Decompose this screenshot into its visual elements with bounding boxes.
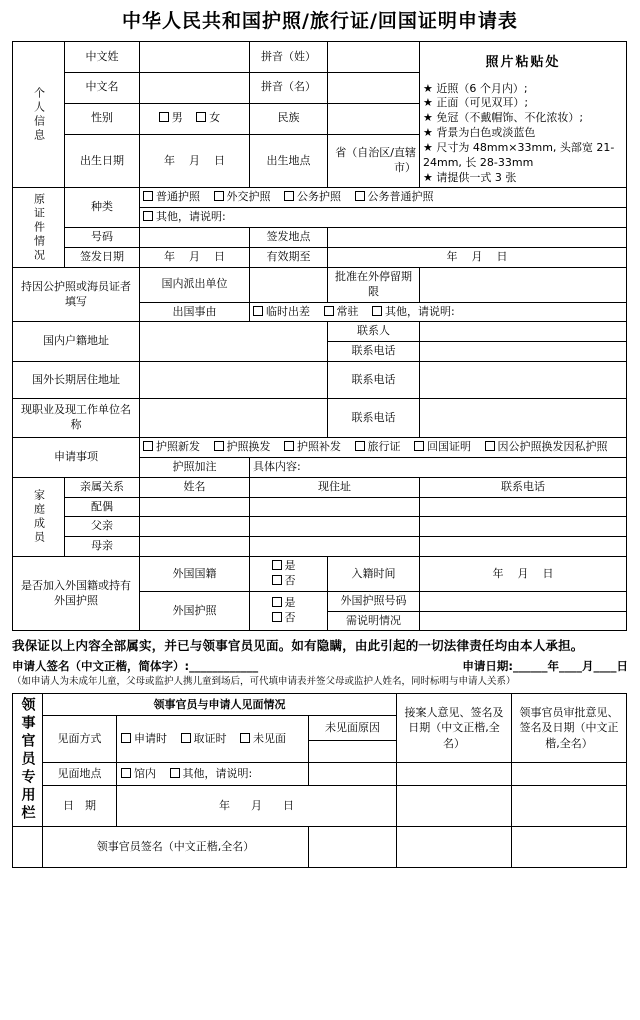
checkbox-icon [272, 575, 282, 585]
field-explain[interactable] [420, 611, 627, 631]
label-overseas-phone: 联系电话 [328, 362, 420, 399]
field-issue-place[interactable] [328, 228, 627, 248]
field-foreign-passport-number[interactable] [420, 591, 627, 611]
checkbox-service-passport[interactable]: 公务护照 [284, 190, 341, 205]
label-foreign-passport-number: 外国护照号码 [328, 591, 420, 611]
label-birth-date: 出生日期 [65, 134, 140, 188]
photo-note: ★ 正面（可见双耳）; [423, 96, 529, 110]
table-row [13, 517, 627, 537]
table-row [13, 557, 627, 592]
checkbox-return-certificate[interactable]: 回国证明 [414, 440, 471, 455]
checkbox-icon [355, 441, 365, 451]
checkbox-place-other[interactable]: 其他，请说明: [170, 766, 253, 781]
checkbox-reason-other[interactable]: 其他，请说明: [372, 305, 455, 320]
checkbox-icon [284, 191, 294, 201]
field-meeting-method[interactable] [117, 715, 309, 762]
field-mother-phone[interactable] [420, 537, 627, 557]
label-contact-phone: 联系电话 [328, 342, 420, 362]
field-foreign-passport[interactable] [250, 591, 328, 631]
field-approve-opinion-2[interactable] [512, 785, 627, 826]
field-issue-date[interactable]: 年 月 日 [140, 247, 250, 267]
checkbox-icon [355, 191, 365, 201]
meeting-title: 领事官员与申请人见面情况 [43, 693, 397, 715]
checkbox-ordinary-passport[interactable]: 普通护照 [143, 190, 200, 205]
field-mother-address[interactable] [250, 537, 420, 557]
field-not-met-reason[interactable] [309, 740, 397, 762]
checkbox-replace-passport[interactable]: 护照补发 [284, 440, 341, 455]
table-row [13, 693, 627, 715]
label-explain: 需说明情况 [328, 611, 420, 631]
field-meeting-place[interactable] [117, 763, 309, 785]
field-doc-number[interactable] [140, 228, 250, 248]
checkbox-passport-no[interactable]: 否 [272, 611, 296, 626]
checkbox-icon [485, 441, 495, 451]
checkbox-nationality-yes[interactable]: 是 [272, 559, 296, 574]
field-birth-date[interactable]: 年 月 日 [140, 134, 250, 188]
field-pinyin-given[interactable] [328, 72, 420, 103]
header-family-name: 姓名 [140, 477, 250, 497]
checkbox-icon [181, 733, 191, 743]
field-annotation-content[interactable]: 具体内容: [250, 457, 627, 477]
checkbox-gender-male[interactable]: 男 [159, 111, 183, 126]
consular-vertical-label-bottom [13, 826, 43, 867]
signature-line [12, 658, 628, 674]
field-meeting-place-extra[interactable] [309, 763, 397, 785]
table-row [13, 438, 627, 458]
main-form-table [12, 41, 627, 631]
table-row [13, 42, 627, 73]
field-father-phone[interactable] [420, 517, 627, 537]
checkbox-renew-passport[interactable]: 护照换发 [214, 440, 271, 455]
label-valid-until: 有效期至 [250, 247, 328, 267]
table-row [13, 399, 627, 438]
field-mother-name[interactable] [140, 537, 250, 557]
checkbox-icon [240, 733, 250, 743]
field-gender[interactable] [140, 103, 250, 134]
field-employer[interactable] [140, 399, 328, 438]
label-application-items: 申请事项 [13, 438, 140, 478]
photo-heading: 照片粘贴处 [485, 55, 561, 70]
checkbox-icon [143, 191, 153, 201]
signature-note: （如申请人为未成年儿童，父母或监护人携儿童到场后，可代填申请表并签父母或监护人姓名，同时标明与申请人关系） [12, 676, 516, 688]
header-family-phone: 联系电话 [420, 477, 627, 497]
field-cn-surname[interactable] [140, 42, 250, 73]
field-approve-opinion[interactable] [512, 763, 627, 785]
table-row [13, 477, 627, 497]
field-cn-given[interactable] [140, 72, 250, 103]
field-naturalization-time[interactable]: 年 月 日 [420, 557, 627, 592]
label-not-met-reason: 未见面原因 [309, 715, 397, 740]
field-approve-opinion-3[interactable] [512, 826, 627, 867]
field-accept-opinion-2[interactable] [397, 785, 512, 826]
label-pinyin-surname: 拼音（姓） [250, 42, 328, 73]
field-spouse-address[interactable] [250, 497, 420, 517]
table-row [13, 267, 627, 302]
checkbox-icon [121, 768, 131, 778]
label-birth-place: 出生地点 [250, 134, 328, 188]
checkbox-gender-female[interactable]: 女 [196, 111, 220, 126]
checkbox-icon [196, 112, 206, 122]
checkbox-at-collection[interactable]: 取证时 [181, 731, 227, 746]
field-application-items[interactable] [140, 438, 627, 458]
header-family-address: 现住址 [250, 477, 420, 497]
checkbox-temp-business[interactable]: 临时出差 [253, 305, 310, 320]
label-pinyin-given: 拼音（名） [250, 72, 328, 103]
checkbox-new-passport[interactable]: 护照新发 [143, 440, 200, 455]
label-officer-signature: 领事官员签名（中文正楷,全名） [43, 826, 309, 867]
section-foreign-label: 是否加入外国籍或持有外国护照 [13, 557, 140, 631]
label-naturalization-time: 入籍时间 [328, 557, 420, 592]
field-spouse-name[interactable] [140, 497, 250, 517]
label-meeting-date: 日 期 [43, 785, 117, 826]
header-relationship: 亲属关系 [65, 477, 140, 497]
checkbox-icon [272, 560, 282, 570]
field-accept-opinion-3[interactable] [397, 826, 512, 867]
checkbox-icon [170, 768, 180, 778]
field-employer-phone[interactable] [420, 399, 627, 438]
field-dispatch-unit[interactable] [250, 267, 328, 302]
field-travel-reason[interactable] [250, 302, 627, 322]
checkbox-diplomatic-passport[interactable]: 外交护照 [214, 190, 271, 205]
application-date-label[interactable]: 申请日期:______年____月____日 [462, 659, 628, 674]
table-row [13, 785, 627, 826]
field-contact-person[interactable] [420, 322, 627, 342]
section-official-label: 持因公护照或海员证者填写 [13, 267, 140, 322]
checkbox-icon [272, 597, 282, 607]
label-approved-stay: 批准在外停留期限 [328, 267, 420, 302]
table-row [13, 322, 627, 342]
checkbox-icon [414, 441, 424, 451]
checkbox-nationality-no[interactable]: 否 [272, 574, 296, 589]
checkbox-icon [324, 306, 334, 316]
photo-note: ★ 近照（6 个月内）; [423, 81, 528, 95]
table-row [13, 826, 627, 867]
label-employer-phone: 联系电话 [328, 399, 420, 438]
section-family-label: 家庭成员 [13, 477, 65, 556]
field-foreign-nationality[interactable] [250, 557, 328, 592]
field-overseas-phone[interactable] [420, 362, 627, 399]
label-meeting-place: 见面地点 [43, 763, 117, 785]
checkbox-not-met[interactable]: 未见面 [240, 731, 286, 746]
label-issue-date: 签发日期 [65, 247, 140, 267]
field-ethnicity[interactable] [328, 103, 420, 134]
declaration-text: 我保证以上内容全部属实，并已与领事官员见面。如有隐瞒，由此引起的一切法律责任均由本人承担。 [12, 638, 584, 654]
consular-vertical-label: 领事官员专用栏 [13, 693, 43, 826]
table-row [13, 247, 627, 267]
table-row [13, 497, 627, 517]
photo-note: ★ 免冠（不戴帽饰、不化浓妆）; [423, 111, 584, 125]
label-spouse: 配偶 [65, 497, 140, 517]
field-domestic-address[interactable] [140, 322, 328, 362]
page-title: 中华人民共和国护照/旅行证/回国证明申请表 [122, 10, 518, 32]
checkbox-icon [214, 441, 224, 451]
checkbox-icon [284, 441, 294, 451]
table-row [13, 188, 627, 208]
checkbox-other-type[interactable]: 其他，请说明: [143, 210, 226, 225]
label-meeting-method: 见面方式 [43, 715, 117, 762]
applicant-signature-label[interactable]: 申请人签名（中文正楷，简体字）:____________ [12, 659, 259, 674]
label-doc-type: 种类 [65, 188, 140, 228]
field-pinyin-surname[interactable] [328, 42, 420, 73]
label-dispatch-unit: 国内派出单位 [140, 267, 250, 302]
field-meeting-date[interactable]: 年 月 日 [117, 785, 397, 826]
field-officer-signature[interactable] [309, 826, 397, 867]
field-contact-phone[interactable] [420, 342, 627, 362]
label-domestic-address: 国内户籍地址 [13, 322, 140, 362]
label-employer: 现职业及现工作单位名称 [13, 399, 140, 438]
checkbox-icon [143, 441, 153, 451]
consular-section-table [12, 693, 627, 868]
photo-note: ★ 尺寸为 48mm×33mm, 头部宽 21-24mm, 长 28-33mm [423, 140, 615, 169]
field-father-name[interactable] [140, 517, 250, 537]
field-father-address[interactable] [250, 517, 420, 537]
label-issue-place: 签发地点 [250, 228, 328, 248]
section-original-label: 原证件情况 [13, 188, 65, 267]
photo-area [420, 42, 627, 188]
photo-note: ★ 请提供一式 3 张 [423, 170, 517, 184]
field-overseas-address[interactable] [140, 362, 328, 399]
field-doc-type-other[interactable] [140, 208, 627, 228]
checkbox-icon [159, 112, 169, 122]
photo-note: ★ 背景为白色或淡蓝色 [423, 126, 536, 140]
field-doc-types[interactable] [140, 188, 627, 208]
label-foreign-passport: 外国护照 [140, 591, 250, 631]
label-father: 父亲 [65, 517, 140, 537]
label-doc-number: 号码 [65, 228, 140, 248]
checkbox-icon [214, 191, 224, 201]
approve-opinion-cell[interactable]: 领事官员审批意见、签名及日期（中文正楷,全名） [512, 693, 627, 763]
field-approved-stay[interactable] [420, 267, 627, 302]
label-annotation: 护照加注 [140, 457, 250, 477]
section-personal-label: 个人信息 [13, 42, 65, 188]
table-row [13, 763, 627, 785]
checkbox-icon [372, 306, 382, 316]
label-foreign-nationality: 外国国籍 [140, 557, 250, 592]
label-travel-reason: 出国事由 [140, 302, 250, 322]
table-row [13, 362, 627, 399]
field-spouse-phone[interactable] [420, 497, 627, 517]
checkbox-icon [121, 733, 131, 743]
table-row [13, 537, 627, 557]
checkbox-service-ordinary-passport[interactable]: 公务普通护照 [355, 190, 434, 205]
accept-opinion-cell[interactable]: 接案人意见、签名及日期（中文正楷,全名） [397, 693, 512, 763]
field-valid-until[interactable]: 年 月 日 [328, 247, 627, 267]
label-gender: 性别 [65, 103, 140, 134]
label-cn-surname: 中文姓 [65, 42, 140, 73]
label-overseas-address: 国外长期居住地址 [13, 362, 140, 399]
checkbox-travel-document[interactable]: 旅行证 [355, 440, 401, 455]
checkbox-icon [253, 306, 263, 316]
field-accept-opinion[interactable] [397, 763, 512, 785]
checkbox-resident[interactable]: 常驻 [324, 305, 359, 320]
checkbox-passport-yes[interactable]: 是 [272, 596, 296, 611]
checkbox-icon [143, 211, 153, 221]
label-cn-given: 中文名 [65, 72, 140, 103]
label-mother: 母亲 [65, 537, 140, 557]
field-birth-place[interactable]: 省（自治区/直辖市） [328, 134, 420, 188]
table-row [13, 228, 627, 248]
label-ethnicity: 民族 [250, 103, 328, 134]
checkbox-official-to-private[interactable]: 因公护照换发因私护照 [485, 440, 608, 455]
checkbox-icon [272, 612, 282, 622]
checkbox-at-application[interactable]: 申请时 [121, 731, 167, 746]
checkbox-in-mission[interactable]: 馆内 [121, 766, 156, 781]
label-contact-person: 联系人 [328, 322, 420, 342]
